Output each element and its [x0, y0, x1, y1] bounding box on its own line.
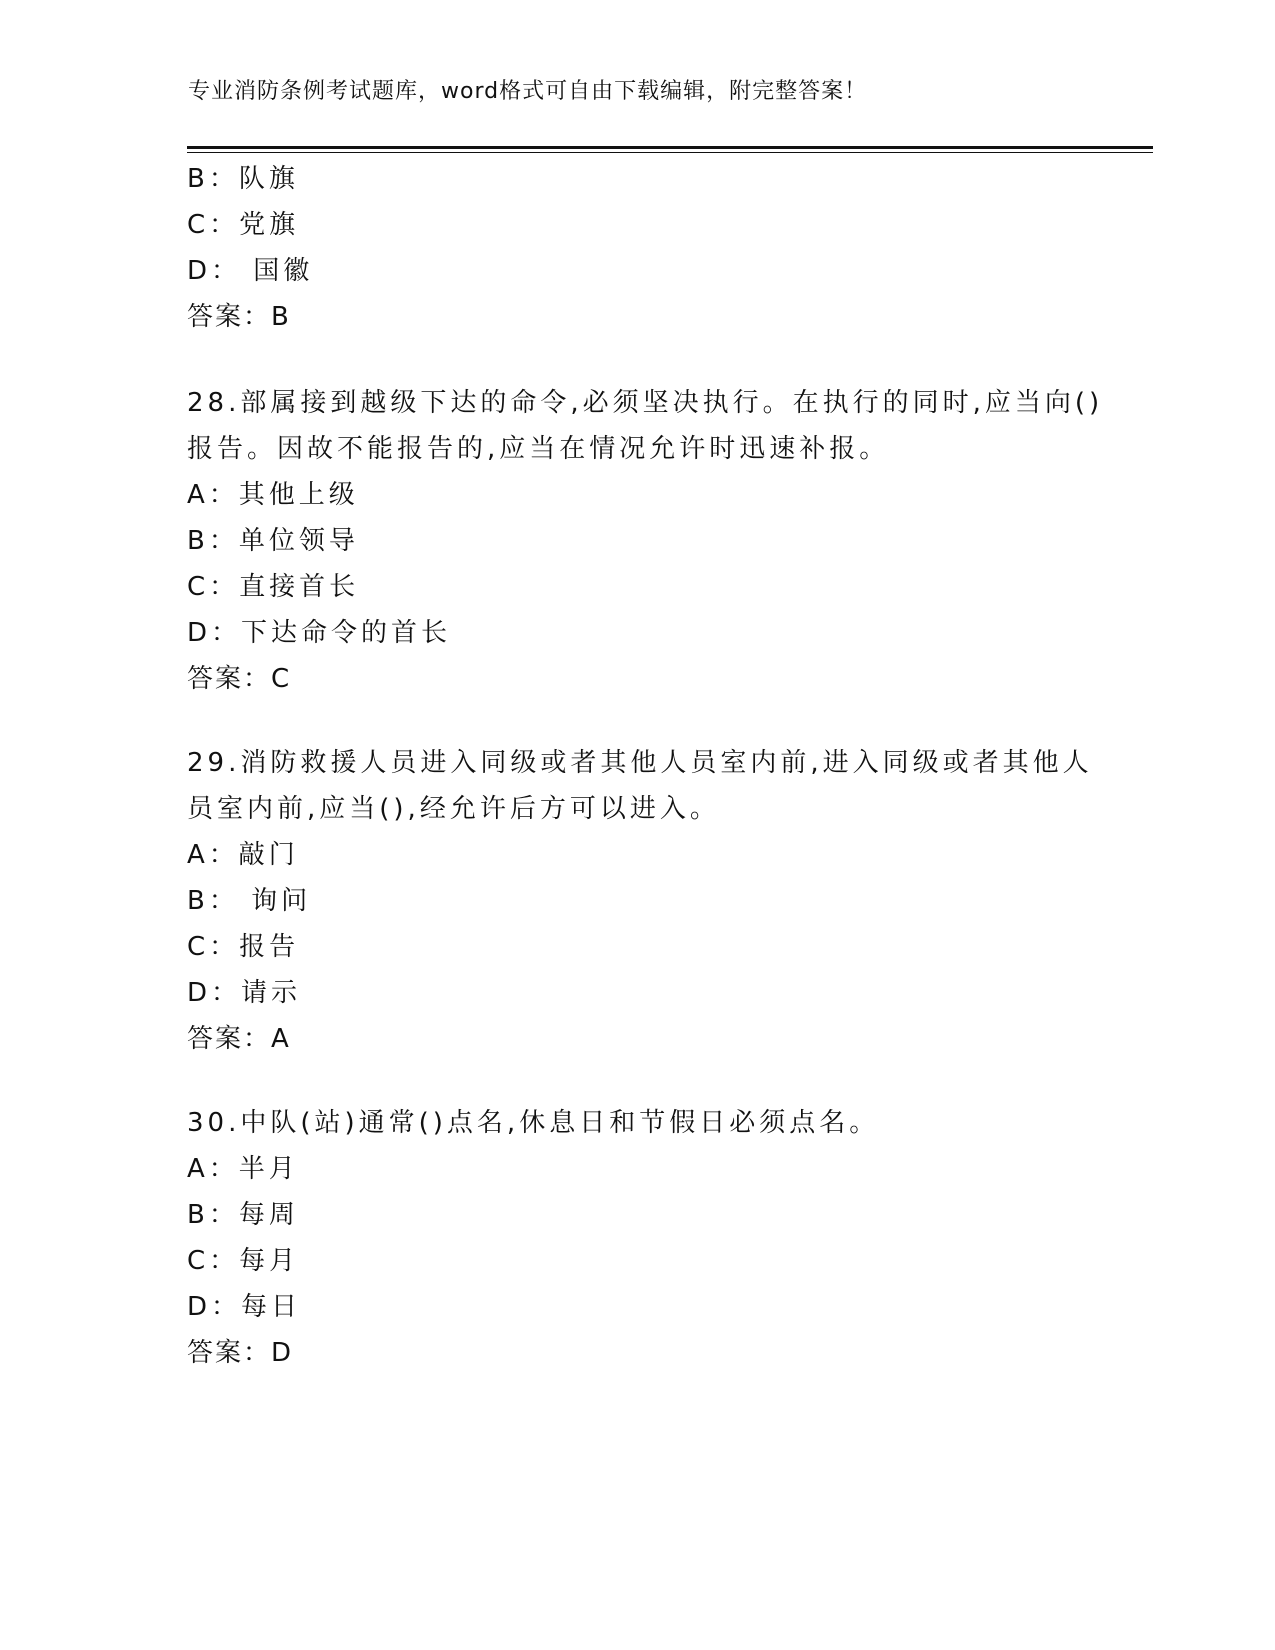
- option-c: C：每月: [187, 1246, 300, 1276]
- answer-line: 答案：A: [187, 1024, 291, 1054]
- option-b: B：每周: [187, 1200, 299, 1230]
- question-block-29: [187, 740, 1093, 1062]
- header-divider-thick: [187, 146, 1153, 149]
- question-list: [187, 156, 1104, 1414]
- question-block-27-continued: [187, 156, 1067, 340]
- option-d: D：下达命令的首长: [187, 618, 452, 648]
- option-b: B：队旗: [187, 164, 299, 194]
- option-b: B： 询问: [187, 886, 312, 916]
- question-block-28: [187, 380, 1104, 702]
- answer-line: 答案：C: [187, 664, 292, 694]
- question-text-line: 员室内前,应当(),经允许后方可以进入。: [187, 794, 720, 824]
- option-c: C：报告: [187, 932, 300, 962]
- header-divider-thin: [187, 152, 1153, 153]
- option-d: D：请示: [187, 978, 302, 1008]
- option-d: D：每日: [187, 1292, 302, 1322]
- question-text-line: 30.中队(站)通常()点名,休息日和节假日必须点名。: [187, 1108, 880, 1138]
- answer-line: 答案：D: [187, 1338, 294, 1368]
- question-text-line: 29.消防救援人员进入同级或者其他人员室内前,进入同级或者其他人: [187, 748, 1093, 778]
- option-a: A：敲门: [187, 840, 299, 870]
- option-a: A：半月: [187, 1154, 299, 1184]
- page-header: 专业消防条例考试题库，word格式可自由下载编辑，附完整答案！: [188, 79, 868, 104]
- option-a: A：其他上级: [187, 480, 359, 510]
- question-text-line: 28.部属接到越级下达的命令,必须坚决执行。在执行的同时,应当向(): [187, 388, 1104, 418]
- question-block-30: [187, 1100, 1067, 1376]
- option-b: B：单位领导: [187, 526, 359, 556]
- option-d: D： 国徽: [187, 256, 314, 286]
- question-text-line: 报告。因故不能报告的,应当在情况允许时迅速补报。: [187, 434, 890, 464]
- option-c: C：党旗: [187, 210, 300, 240]
- option-c: C：直接首长: [187, 572, 360, 602]
- answer-line: 答案：B: [187, 302, 291, 332]
